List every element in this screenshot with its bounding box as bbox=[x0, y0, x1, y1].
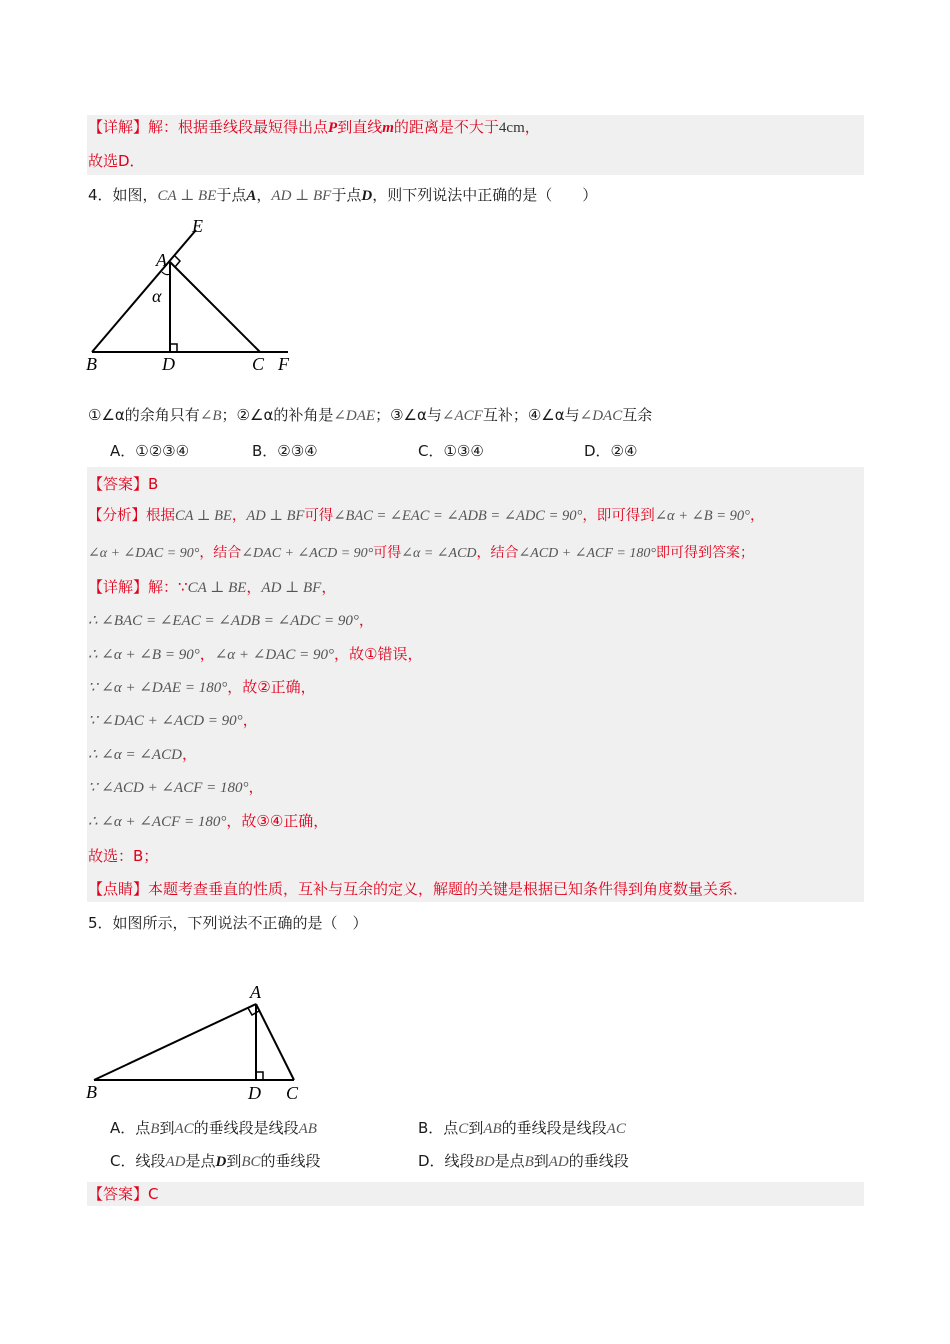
q4-analysis-line-1: 【分析】根据CA ⊥ BE，AD ⊥ BF可得∠BAC = ∠EAC = ∠ADB = ∠ADC = 90°，即可得到∠α + ∠B = 90°， bbox=[88, 508, 765, 524]
right-angle-d bbox=[256, 1072, 263, 1080]
label-d: D bbox=[162, 354, 175, 374]
q4-analysis-line-2: ∠α + ∠DAC = 90°，结合∠DAC + ∠ACD = 90°可得∠α = ∠ACD，结合∠ACD + ∠ACF = 180°即可得到答案； bbox=[88, 545, 754, 561]
right-angle-a bbox=[248, 1008, 259, 1015]
label-d: D bbox=[248, 1083, 261, 1103]
line-be bbox=[92, 230, 196, 352]
q4-detail-line-2: ∴ ∠BAC = ∠EAC = ∠ADB = ∠ADC = 90°， bbox=[88, 611, 374, 629]
label-a: A bbox=[250, 982, 261, 1002]
q4-conclusion: 故选：B； bbox=[88, 847, 159, 865]
q4-detail-line-5: ∵ ∠DAC + ∠ACD = 90°， bbox=[88, 711, 258, 729]
q4-option-b: B．②③④ bbox=[252, 442, 318, 460]
label-e: E bbox=[192, 216, 203, 236]
q4-option-d: D．②④ bbox=[584, 442, 638, 460]
q4-detail-line-6: ∴ ∠α = ∠ACD， bbox=[88, 745, 197, 763]
label-c: C bbox=[286, 1083, 299, 1103]
q5-option-a: A．点B到AC的垂线段是线段AB bbox=[110, 1119, 317, 1137]
q4-answer: 【答案】B bbox=[88, 475, 159, 493]
q4-statements: ①∠α的余角只有∠B；②∠α的补角是∠DAE；③∠α与∠ACF互补；④∠α与∠DAC互余 bbox=[88, 406, 653, 424]
q5-option-b: B．点C到AB的垂线段是线段AC bbox=[418, 1119, 626, 1137]
right-angle-a bbox=[175, 256, 180, 267]
label-b: B bbox=[86, 1082, 97, 1102]
q4-option-c: C．①③④ bbox=[418, 442, 484, 460]
alpha-arc bbox=[162, 272, 170, 275]
q4-detail-line-7: ∵ ∠ACD + ∠ACF = 180°， bbox=[88, 778, 264, 796]
q4-detail-line-1: 【详解】解：∵CA ⊥ BE，AD ⊥ BF， bbox=[88, 578, 337, 596]
label-c: C bbox=[252, 354, 265, 374]
right-angle-d bbox=[170, 344, 177, 352]
label-alpha: α bbox=[152, 286, 162, 306]
segment-ac bbox=[170, 262, 260, 352]
q4-detail-line-4: ∵ ∠α + ∠DAE = 180°，故②正确， bbox=[88, 678, 316, 696]
q4-detail-line-3: ∴ ∠α + ∠B = 90°，∠α + ∠DAC = 90°，故①错误， bbox=[88, 645, 423, 663]
q5-figure bbox=[82, 980, 312, 1104]
q4-stem: 4．如图，CA ⊥ BE于点A，AD ⊥ BF于点D，则下列说法中正确的是（ ） bbox=[88, 186, 598, 204]
label-f: F bbox=[278, 354, 289, 374]
q4-detail-line-8: ∴ ∠α + ∠ACF = 180°，故③④正确， bbox=[88, 812, 329, 830]
q3-conclusion: 故选D． bbox=[88, 152, 145, 170]
q3-detail-line: 【详解】解：根据垂线段最短得出点P到直线m的距离是不大于4cm， bbox=[88, 118, 540, 136]
q5-option-d: D．线段BD是点B到AD的垂线段 bbox=[418, 1152, 629, 1170]
segment-ac bbox=[256, 1004, 294, 1080]
q5-stem: 5．如图所示，下列说法不正确的是（ ） bbox=[88, 914, 368, 932]
label-b: B bbox=[86, 354, 97, 374]
q5-answer: 【答案】C bbox=[88, 1185, 159, 1203]
q4-comment: 【点睛】本题考查垂直的性质，互补与互余的定义，解题的关键是根据已知条件得到角度数量关系． bbox=[88, 880, 749, 898]
q4-figure bbox=[82, 212, 312, 380]
q4-option-a: A．①②③④ bbox=[110, 442, 190, 460]
segment-ba bbox=[94, 1004, 256, 1080]
q5-option-c: C．线段AD是点D到BC的垂线段 bbox=[110, 1152, 321, 1170]
label-a: A bbox=[156, 250, 167, 270]
q5-answer-band bbox=[87, 1182, 864, 1206]
